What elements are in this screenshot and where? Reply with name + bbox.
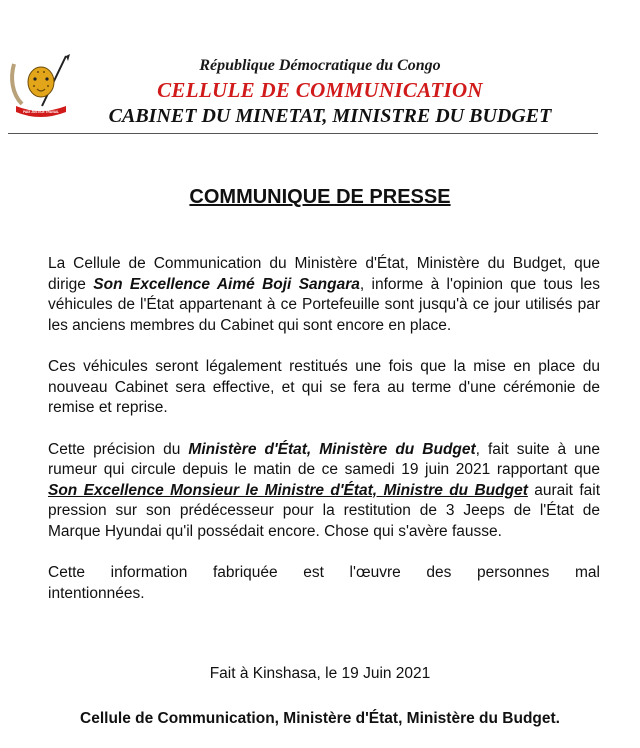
- p3-minister-title: Son Excellence Monsieur le Ministre d'État, Ministre du Budget: [48, 481, 528, 499]
- p3-text-e: aurait fait pression sur son prédécesseur pour la restitution de 3 Jeeps de l'État de Marque Hyundai qu'il possédait encore. Chose qui s'avère fausse.: [48, 481, 601, 540]
- p3-ministry-name: Ministère d'État, Ministère du Budget: [188, 440, 476, 458]
- press-release-body: [48, 254, 600, 625]
- document-title: COMMUNIQUE DE PRESSE: [189, 186, 451, 208]
- paragraph-2: Ces véhicules seront légalement restitués une fois que la mise en place du nouveau Cabinet sera effective, et qui se fera au terme d'une cérémonie de remise et reprise.: [48, 358, 600, 416]
- emblem-ribbon-text: PAIX JUSTICE TRAVAIL: [23, 110, 59, 114]
- paragraph-1: [48, 254, 600, 336]
- place-and-date: Fait à Kinshasa, le 19 Juin 2021: [209, 665, 431, 682]
- p1-text-c: , informe à l'opinion que tous les véhicules de l'État appartenant à ce Portefeuille sont jusqu'à ce jour utilisés par les anciens membres du Cabinet qui sont encore en place.: [48, 275, 600, 334]
- p3-text-c: , fait suite à une rumeur qui circule depuis le matin de ce samedi 19 juin 2021 rapportant que: [48, 440, 600, 478]
- paragraph-4-line-2: intentionnées.: [48, 584, 145, 602]
- paragraph-4-line-1: Cette information fabriquée est l'œuvre des personnes mal: [48, 564, 600, 581]
- letterhead: [0, 0, 640, 136]
- signature-line: Cellule de Communication, Ministère d'État, Ministère du Budget.: [80, 710, 560, 727]
- p3-text-a: Cette précision du: [48, 440, 189, 458]
- cell-name: CELLULE DE COMMUNICATION: [157, 78, 483, 102]
- paragraph-3: [48, 440, 600, 543]
- p1-text-a: La Cellule de Communication du Ministère d'État, Ministère du Budget, que dirige: [48, 255, 600, 293]
- cabinet-name: CABINET DU MINETAT, MINISTRE DU BUDGET: [108, 105, 552, 127]
- country-name: République Démocratique du Congo: [199, 57, 441, 74]
- p1-minister-name: Son Excellence Aimé Boji Sangara: [93, 275, 360, 293]
- header-divider: [8, 133, 598, 134]
